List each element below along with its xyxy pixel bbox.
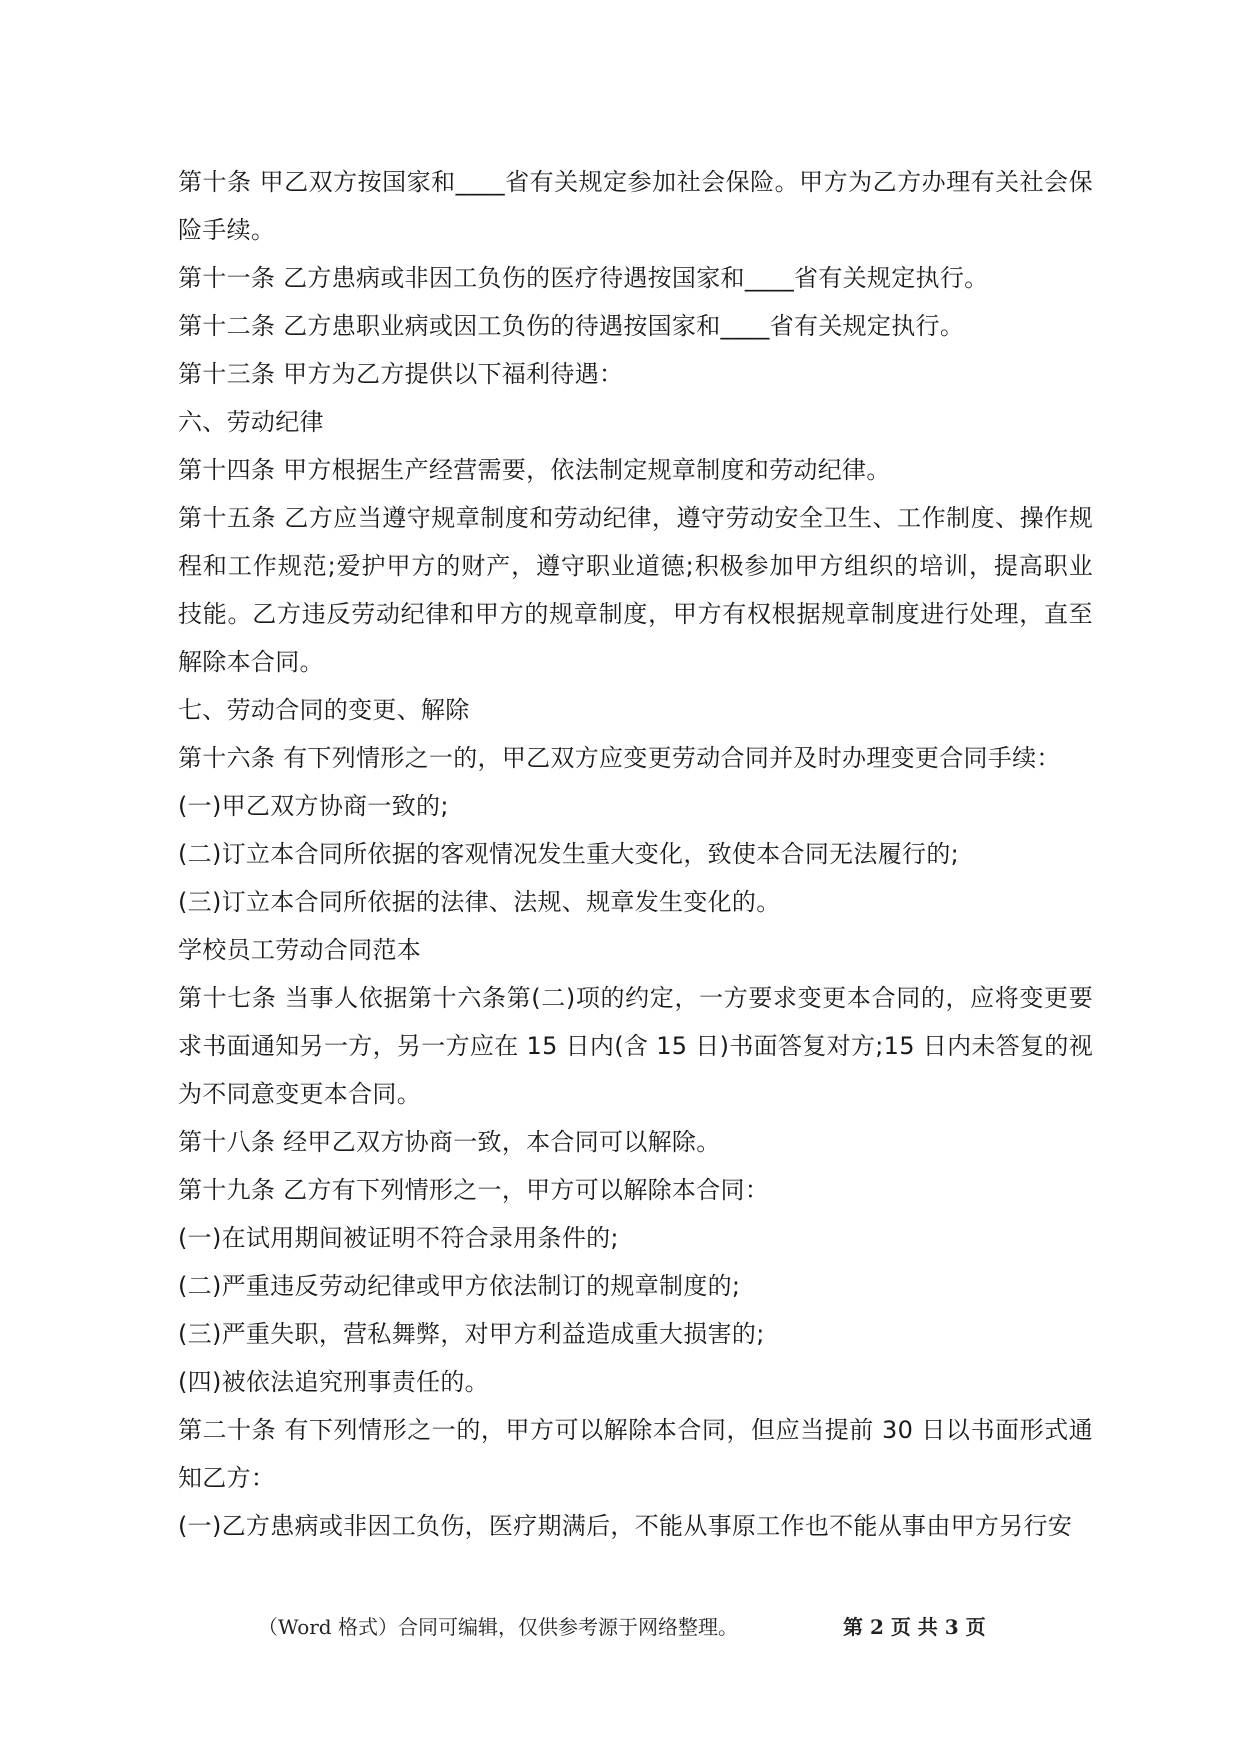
paragraph: 第十三条 甲方为乙方提供以下福利待遇：: [178, 360, 624, 388]
paragraph: 第十五条 乙方应当遵守规章制度和劳动纪律，遵守劳动安全卫生、工作制度、操作规程和工作规范;爱护甲方的财产，遵守职业道德;积极参加甲方组织的培训，提高职业技能。乙方违反劳动纪律和甲方的规章制度，甲方有权根据规章制度进行处理，直至解除本合同。: [178, 504, 1093, 676]
paragraph: 第十一条 乙方患病或非因工负伤的医疗待遇按国家和____省有关规定执行。: [178, 264, 989, 292]
paragraph: 第十七条 当事人依据第十六条第(二)项的约定，一方要求变更本合同的，应将变更要求书面通知另一方，另一方应在 15 日内(含 15 日)书面答复对方;15 日内未答复的视为不同意变更本合同。: [178, 984, 1093, 1108]
footer-note: （Word 格式）合同可编辑，仅供参考源于网络整理。: [258, 1615, 738, 1639]
paragraph: 第十八条 经甲乙双方协商一致，本合同可以解除。: [178, 1128, 721, 1156]
paragraph: 第十四条 甲方根据生产经营需要，依法制定规章制度和劳动纪律。: [178, 456, 891, 484]
paragraph: 第十二条 乙方患职业病或因工负伤的待遇按国家和____省有关规定执行。: [178, 312, 965, 340]
page-indicator: 第 2 页 共 3 页: [843, 1615, 986, 1639]
paragraph: 第十九条 乙方有下列情形之一，甲方可以解除本合同：: [178, 1176, 770, 1204]
document-body: [178, 158, 1093, 1550]
list-item: (二)订立本合同所依据的客观情况发生重大变化，致使本合同无法履行的;: [178, 840, 960, 868]
section-heading: 七、劳动合同的变更、解除: [178, 696, 470, 724]
list-item: (四)被依法追究刑事责任的。: [178, 1368, 489, 1396]
list-item: (二)严重违反劳动纪律或甲方依法制订的规章制度的;: [178, 1272, 741, 1300]
list-item: (三)严重失职，营私舞弊，对甲方利益造成重大损害的;: [178, 1320, 765, 1348]
paragraph: 第十条 甲乙双方按国家和____省有关规定参加社会保险。甲方为乙方办理有关社会保险手续。: [178, 168, 1093, 244]
list-item: (一)乙方患病或非因工负伤，医疗期满后，不能从事原工作也不能从事由甲方另行安: [178, 1512, 1073, 1540]
list-item: (一)甲乙双方协商一致的;: [178, 792, 449, 820]
paragraph: 第十六条 有下列情形之一的，甲乙双方应变更劳动合同并及时办理变更合同手续：: [178, 744, 1061, 772]
paragraph: 第二十条 有下列情形之一的，甲方可以解除本合同，但应当提前 30 日以书面形式通知乙方：: [178, 1416, 1093, 1492]
list-item: (三)订立本合同所依据的法律、法规、规章发生变化的。: [178, 888, 781, 916]
page-footer: [0, 1611, 1241, 1641]
section-heading: 六、劳动纪律: [178, 408, 324, 436]
inline-title: 学校员工劳动合同范本: [178, 936, 421, 964]
list-item: (一)在试用期间被证明不符合录用条件的;: [178, 1224, 619, 1252]
